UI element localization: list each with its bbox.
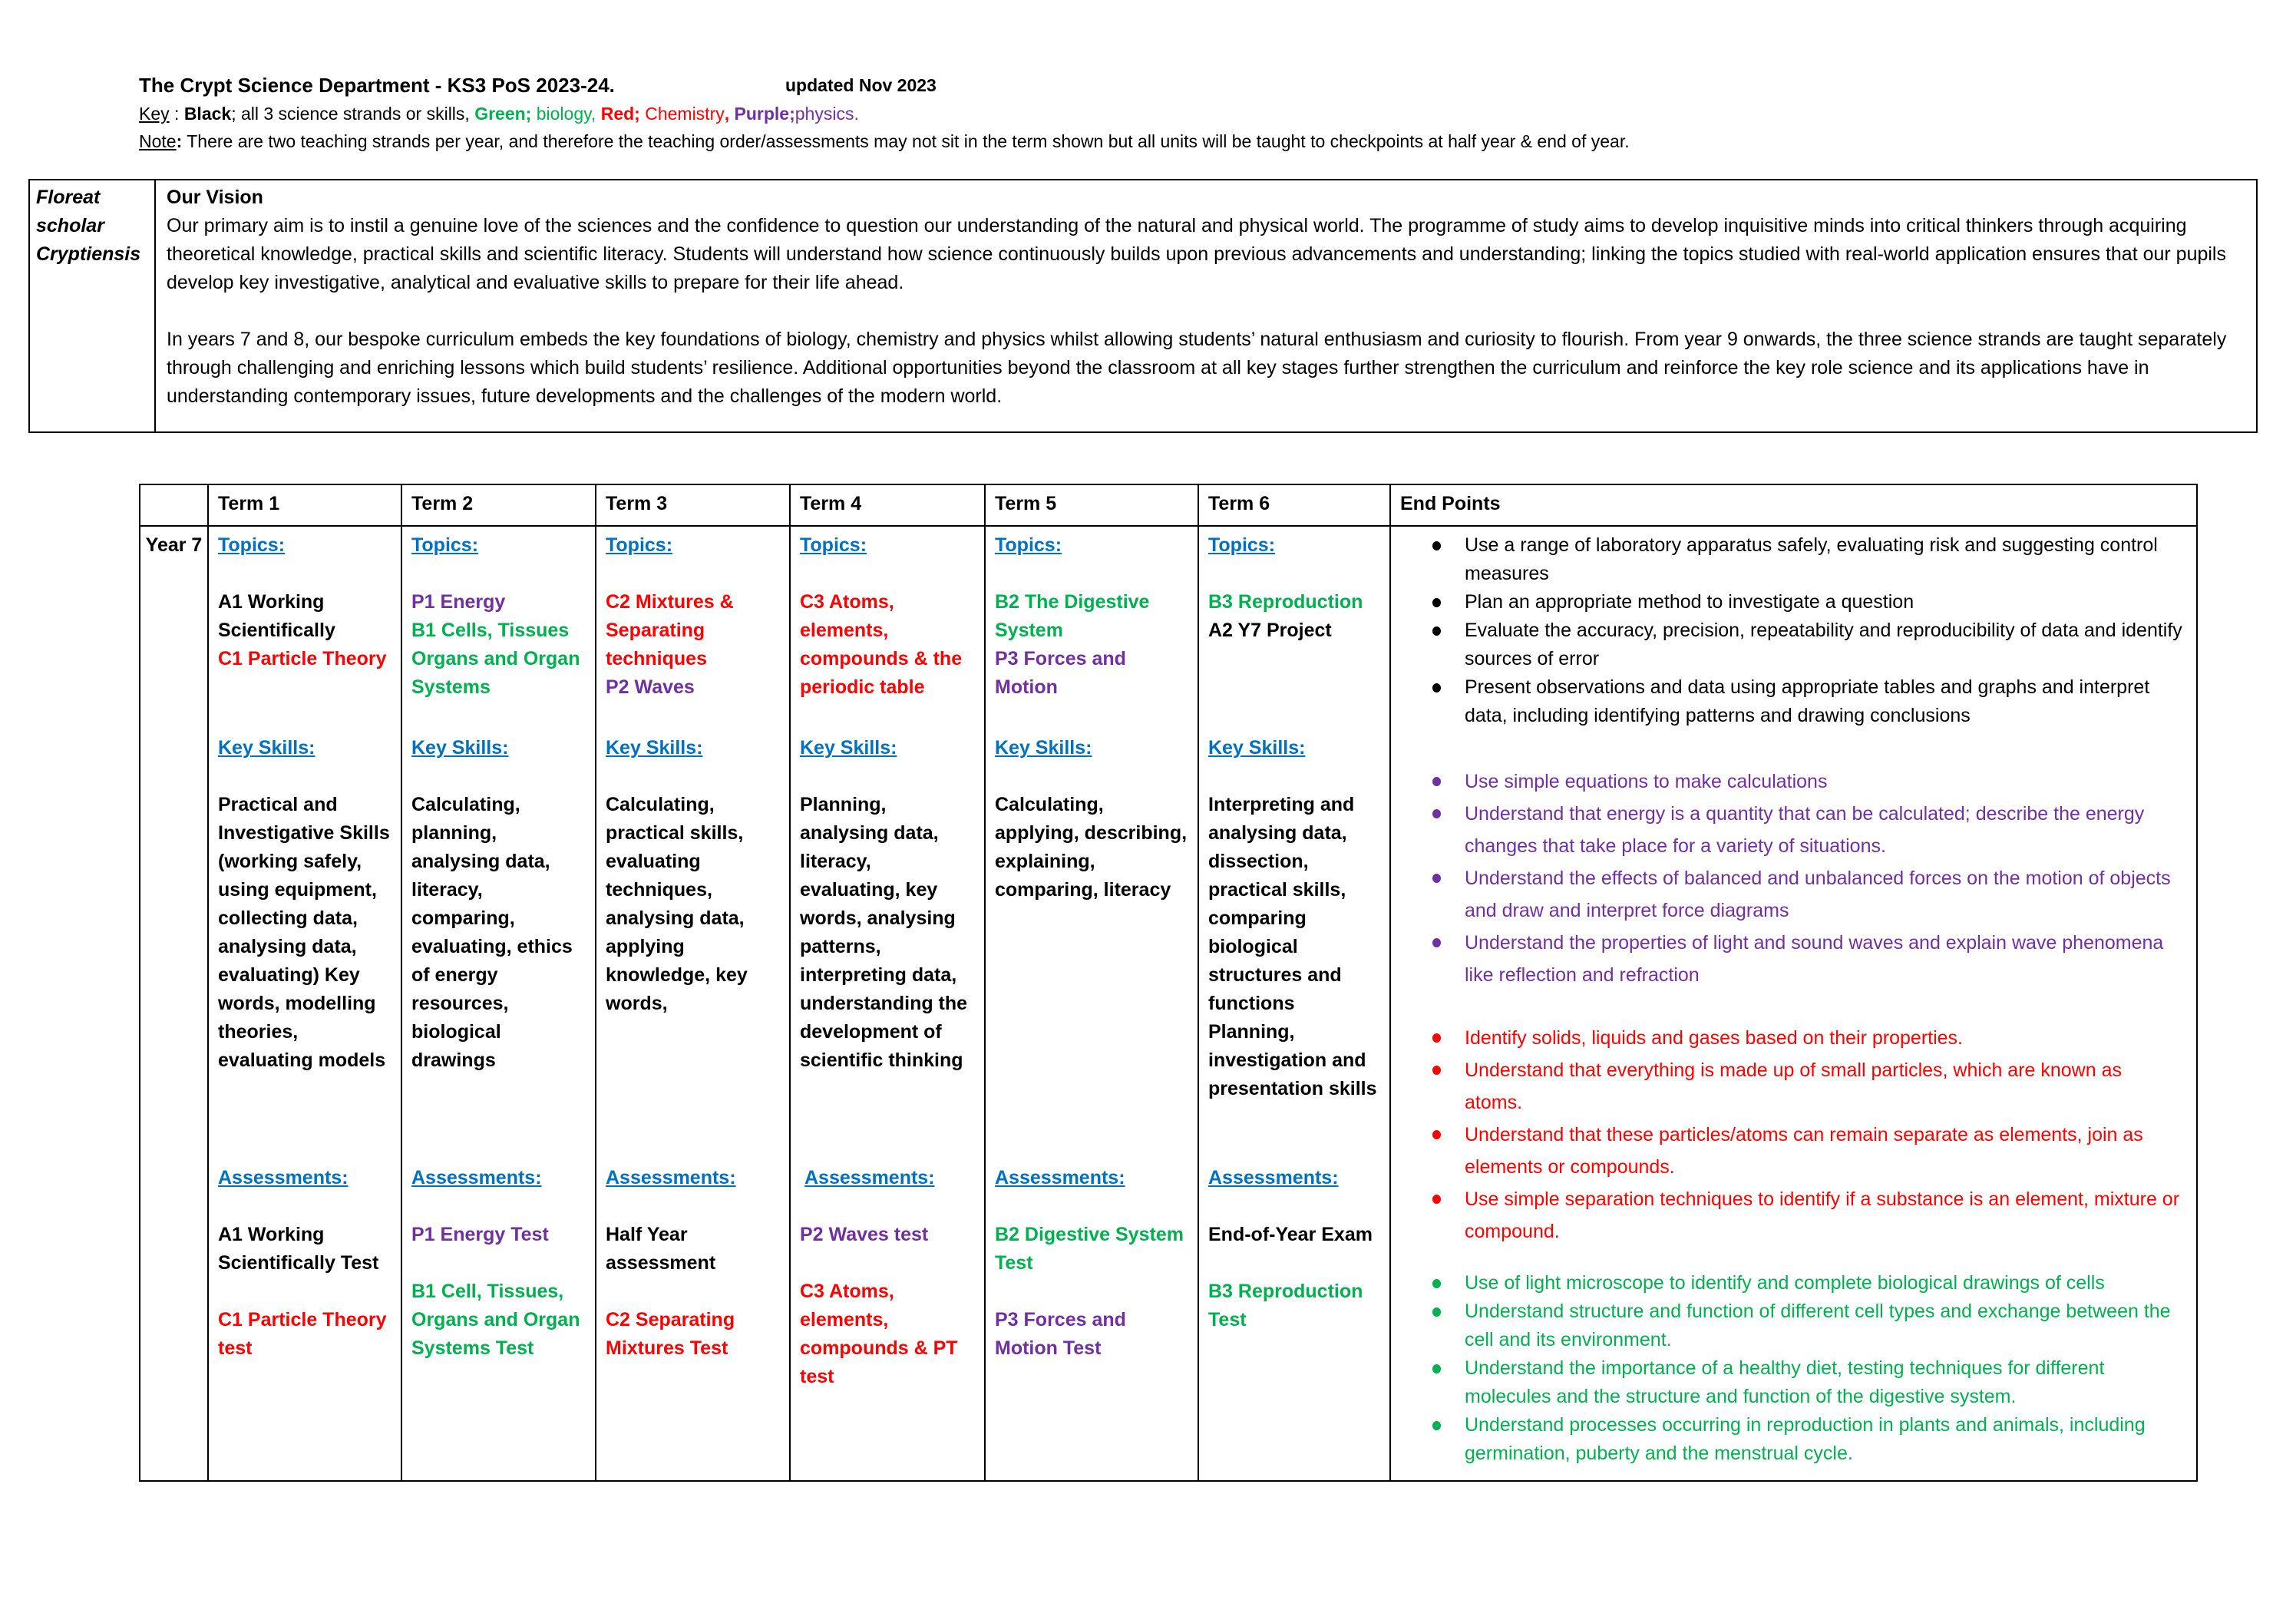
assessments-label: Assessments: [804, 1167, 935, 1188]
skills-label: Key Skills: [995, 737, 1092, 759]
school-motto [30, 180, 156, 431]
assessment-item: P2 Waves test [800, 1224, 929, 1245]
header-term-2: Term 2 [401, 484, 596, 526]
topics-section [800, 531, 975, 734]
end-point-item: Identify solids, liquids and gases based on their properties. [1465, 1022, 2182, 1054]
skills-section [411, 734, 586, 1164]
assessments-section [218, 1164, 391, 1363]
note-line [139, 127, 2212, 155]
assessments-label: Assessments: [218, 1167, 349, 1188]
key-black-text: ; all 3 science strands or skills, [231, 104, 475, 124]
end-point-item: Understand processes occurring in reproduction in plants and animals, including germination, puberty and the menstrual cycle. [1465, 1411, 2182, 1468]
skills-text: Interpreting and analysing data, dissection, practical skills, comparing biological structures and functions Planning, investigation and presentation skills [1208, 794, 1377, 1099]
key-comma: , [724, 104, 735, 124]
header-term-1: Term 1 [208, 484, 401, 526]
header-term-5: Term 5 [985, 484, 1198, 526]
year-7-row [140, 526, 2197, 1481]
topics-label: Topics: [800, 534, 867, 556]
topics-label: Topics: [1208, 534, 1276, 556]
assessment-item: P1 Energy Test [411, 1224, 549, 1245]
topic-item: C1 Particle Theory [218, 648, 387, 669]
end-point-item: Use a range of laboratory apparatus safely, evaluating risk and suggesting control measures [1465, 531, 2182, 588]
skills-label: Key Skills: [606, 737, 703, 759]
topics-section [218, 531, 391, 734]
end-point-item: Understand that these particles/atoms can remain separate as elements, join as elements or compounds. [1465, 1119, 2182, 1183]
skills-section [1208, 734, 1380, 1164]
term-1-cell [208, 526, 401, 1481]
key-green-text: biology, [531, 104, 601, 124]
header-term-4: Term 4 [790, 484, 985, 526]
key-green-label: Green; [474, 104, 532, 124]
assessments-section [1208, 1164, 1380, 1334]
skills-text: Calculating, planning, analysing data, literacy, comparing, evaluating, ethics of energy resources, biological drawings [411, 794, 573, 1071]
topics-section [606, 531, 780, 734]
topic-item: P3 Forces and Motion [995, 648, 1126, 698]
vision-box [28, 179, 2258, 433]
skills-text: Calculating, practical skills, evaluating techniques, analysing data, applying knowledge, key words, [606, 794, 748, 1014]
note-label: Note [139, 131, 177, 151]
document-header [139, 71, 2212, 155]
skills-section [995, 734, 1188, 1164]
topics-section [411, 531, 586, 734]
vision-heading: Our Vision [167, 187, 263, 208]
assessment-item: C3 Atoms, elements, compounds & PT test [800, 1281, 958, 1387]
topic-item: B3 Reproduction [1208, 591, 1363, 613]
key-label: Key [139, 104, 170, 124]
end-point-item: Understand that energy is a quantity that can be calculated; describe the energy changes that take place for a variety of situations. [1465, 798, 2182, 862]
skills-section [800, 734, 975, 1164]
topic-item: A2 Y7 Project [1208, 620, 1332, 641]
page-title: The Crypt Science Department - KS3 PoS 2023-24. [139, 74, 615, 97]
color-key [139, 100, 2212, 127]
topics-label: Topics: [995, 534, 1062, 556]
end-point-item: Present observations and data using appropriate tables and graphs and interpret data, including identifying patterns and drawing conclusions [1465, 673, 2182, 730]
motto-line: Cryptiensis [36, 243, 141, 265]
term-3-cell [596, 526, 790, 1481]
topic-item: B2 The Digestive System [995, 591, 1150, 641]
header-term-3: Term 3 [596, 484, 790, 526]
skills-text: Calculating, applying, describing, explaining, comparing, literacy [995, 794, 1188, 901]
assessments-section [411, 1164, 586, 1363]
skills-label: Key Skills: [800, 737, 897, 759]
assessments-section [995, 1164, 1188, 1363]
assessment-item: End-of-Year Exam [1208, 1224, 1373, 1245]
header-end-points: End Points [1390, 484, 2197, 526]
assessment-item: C1 Particle Theory test [218, 1309, 387, 1359]
vision-content [156, 180, 2256, 431]
end-points-general [1422, 531, 2182, 730]
vision-paragraph-2: In years 7 and 8, our bespoke curriculum embeds the key foundations of biology, chemistry and physics whilst allowing students’ natural enthusiasm and curiosity to flourish. From year 9 onwards, the three science strands are taught separately through challenging and enriching lessons which build students’ resilience. Additional opportunities beyond the classroom at all key stages further strengthen the curriculum and reinforce the key role science and its applications have in understanding contemporary issues, future developments and the challenges of the modern world. [167, 329, 2227, 407]
topics-section [1208, 531, 1380, 734]
assessment-item: C2 Separating Mixtures Test [606, 1309, 735, 1359]
topic-item: A1 Working Scientifically [218, 591, 335, 641]
skills-label: Key Skills: [218, 737, 315, 759]
end-point-item: Understand the importance of a healthy diet, testing techniques for different molecules and the structure and function of the digestive system. [1465, 1354, 2182, 1411]
end-point-item: Understand structure and function of different cell types and exchange between the cell and its environment. [1465, 1297, 2182, 1354]
end-points-biology [1422, 1269, 2182, 1468]
topic-item: C2 Mixtures & Separating techniques [606, 591, 734, 669]
skills-label: Key Skills: [1208, 737, 1306, 759]
term-5-cell [985, 526, 1198, 1481]
key-separator: : [169, 104, 184, 124]
motto-line: Floreat [36, 187, 101, 208]
updated-date: updated Nov 2023 [785, 75, 937, 95]
header-cell-blank [140, 484, 208, 526]
assessments-section [606, 1164, 780, 1363]
assessments-label: Assessments: [1208, 1167, 1339, 1188]
end-points-cell [1390, 526, 2197, 1481]
assessment-item: A1 Working Scientifically Test [218, 1224, 379, 1274]
end-point-item: Use simple equations to make calculations [1465, 765, 2182, 798]
title-row [139, 71, 2212, 100]
end-point-item: Plan an appropriate method to investigate a question [1465, 588, 2182, 616]
term-4-cell [790, 526, 985, 1481]
assessments-label: Assessments: [606, 1167, 736, 1188]
end-point-item: Use of light microscope to identify and complete biological drawings of cells [1465, 1269, 2182, 1297]
key-red-label: Red; [600, 104, 640, 124]
end-point-item: Evaluate the accuracy, precision, repeatability and reproducibility of data and identify sources of error [1465, 616, 2182, 673]
end-points-chemistry [1422, 1022, 2182, 1248]
assessments-label: Assessments: [995, 1167, 1125, 1188]
key-purple-text: physics. [795, 104, 859, 124]
table-header-row [140, 484, 2197, 526]
topic-item: P2 Waves [606, 676, 695, 698]
header-term-6: Term 6 [1198, 484, 1390, 526]
term-6-cell [1198, 526, 1390, 1481]
end-point-item: Understand the properties of light and sound waves and explain wave phenomena like reflection and refraction [1465, 927, 2182, 991]
year-label: Year 7 [140, 526, 208, 1481]
assessments-section [800, 1164, 975, 1391]
key-black-label: Black [183, 104, 232, 124]
skills-text: Planning, analysing data, literacy, evaluating, key words, analysing patterns, interpreting data, understanding the development of scientific thinking [800, 794, 968, 1071]
key-red-text: Chemistry [639, 104, 725, 124]
end-point-item: Understand the effects of balanced and unbalanced forces on the motion of objects and draw and interpret force diagrams [1465, 862, 2182, 927]
topic-item: B1 Cells, Tissues Organs and Organ Systems [411, 620, 580, 698]
skills-text: Practical and Investigative Skills (working safely, using equipment, collecting data, analysing data, evaluating) Key words, modelling theories, evaluating models [218, 794, 390, 1071]
assessment-item: P3 Forces and Motion Test [995, 1309, 1126, 1359]
topics-label: Topics: [606, 534, 673, 556]
topics-label: Topics: [218, 534, 286, 556]
end-point-item: Use simple separation techniques to identify if a substance is an element, mixture or compound. [1465, 1183, 2182, 1248]
topics-label: Topics: [411, 534, 479, 556]
assessment-item: Half Year assessment [606, 1224, 716, 1274]
key-purple-label: Purple; [734, 104, 795, 124]
assessments-label: Assessments: [411, 1167, 542, 1188]
end-points-physics [1422, 765, 2182, 991]
note-colon: : [176, 131, 183, 151]
motto-line: scholar [36, 215, 104, 236]
skills-label: Key Skills: [411, 737, 509, 759]
assessment-item: B2 Digestive System Test [995, 1224, 1184, 1274]
note-text: There are two teaching strands per year, and therefore the teaching order/assessments may not sit in the term shown but all units will be taught to checkpoints at half year & end of year. [182, 131, 1630, 151]
skills-section [218, 734, 391, 1164]
topics-section [995, 531, 1188, 734]
topic-item: P1 Energy [411, 591, 506, 613]
term-2-cell [401, 526, 596, 1481]
skills-section [606, 734, 780, 1164]
assessment-item: B1 Cell, Tissues, Organs and Organ Systems Test [411, 1281, 580, 1359]
assessment-item: B3 Reproduction Test [1208, 1281, 1363, 1330]
end-point-item: Understand that everything is made up of small particles, which are known as atoms. [1465, 1054, 2182, 1119]
topic-item: C3 Atoms, elements, compounds & the periodic table [800, 591, 963, 698]
programme-of-study-table [139, 484, 2198, 1482]
vision-paragraph-1: Our primary aim is to instil a genuine love of the sciences and the confidence to question our understanding of the natural and physical world. The programme of study aims to develop inquisitive minds into critical thinkers through acquiring theoretical knowledge, practical skills and scientific literacy. Students will understand how science continuously builds upon previous advancements and understanding; linking the topics studied with real-world application ensures that our pupils develop key investigative, analytical and evaluative skills to prepare for their life ahead. [167, 215, 2226, 293]
